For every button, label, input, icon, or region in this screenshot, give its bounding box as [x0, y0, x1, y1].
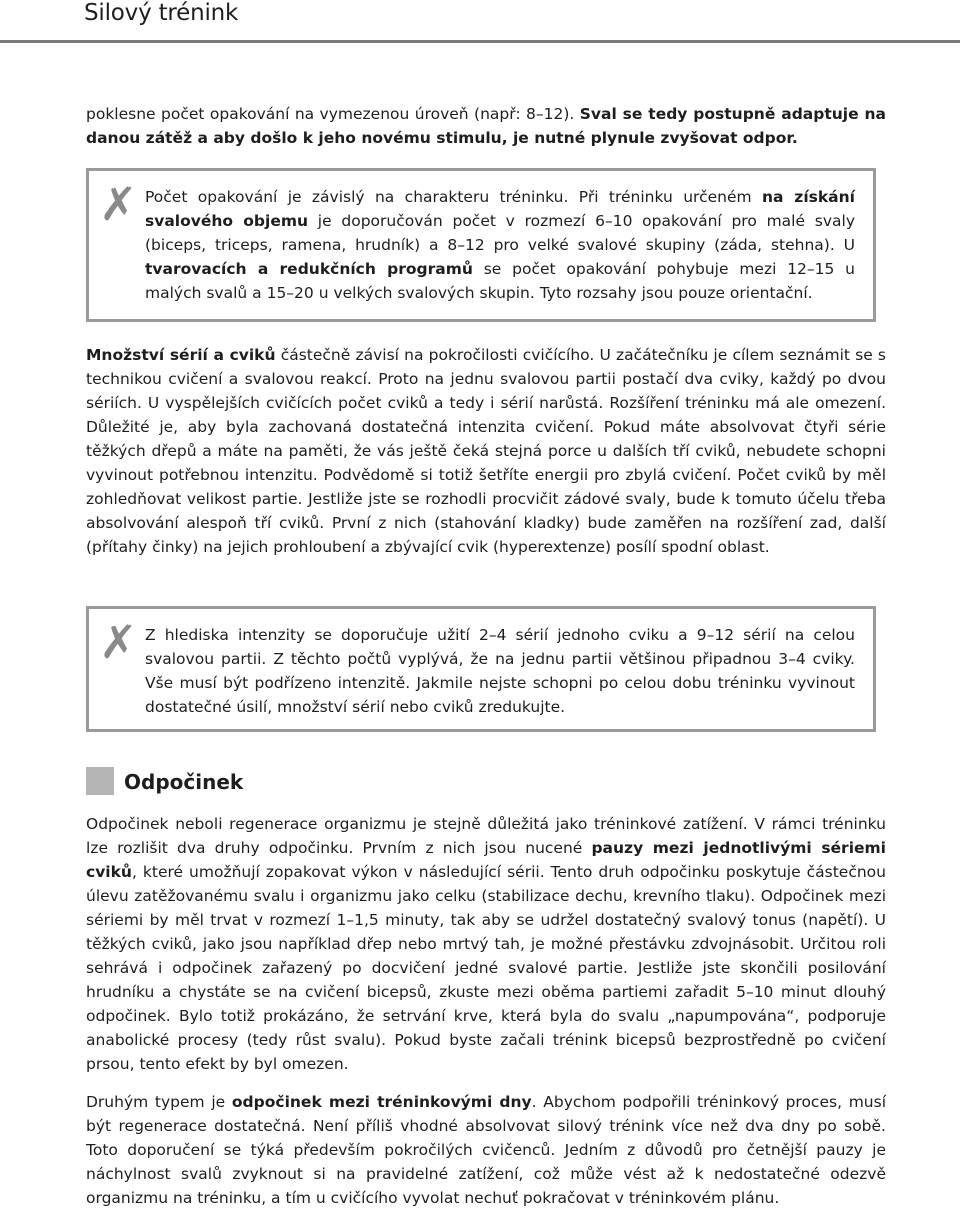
- rest1-text-b: , které umožňují zopakovat výkon v následující sérii. Tento druh odpočinku poskytuje částečnou úlevu zatěžovanému svalu i organizmu jako celku (stabilizace dechu, krevního tlaku). Odpočinek mezi sériemi by měl trvat v rozmezí 1–1,5 minuty, tak aby se udržel dostatečný svalový tonus (napětí). U těžkých cviků, jako jsou například dřep nebo mrtvý tah, je možné přestávku zdvojnásobit. Určitou roli sehrává i odpočinek zařazený po docvičení jedné svalové partie. Jestliže jste skončili posilování hrudníku a chystáte se na cvičení bicepsů, zkuste mezi oběma partiemi zařadit 5–10 minut dlouhý odpočinek. Bylo totiž prokázáno, že setrvání krve, která byla do svalu „napumpována“, podporuje anabolické procesy (tedy růst svalu). Pokud byste začali trénink bicepsů bezprostředně po cvičení prsou, tento efekt by byl omezen.: [86, 863, 886, 1073]
- rest-paragraph-2: [86, 1090, 886, 1210]
- rest2-text-b: . Abychom podpořili tréninkový proces, musí být regenerace dostatečná. Není příliš vhodné absolvovat silový trénink více než dva dny po sobě. Toto doporučení se týká především pokročilých cvičenců. Jedním z důvodů pro četnější pauzy je náchylnost svalů zvyknout si na pravidelné zatížení, což může vést až k nedostatečné odezvě organizmu na tréninku, a tím u cvičícího vyvolat nechuť pokračovat v tréninkovém plánu.: [86, 1093, 886, 1207]
- box1-text-b: je doporučován počet v rozmezí 6–10 opakování pro malé svaly (biceps, triceps, ramena, hrudník) a 8–12 pro velké svalové skupiny (záda, stehna). U: [145, 212, 855, 254]
- tip-box-intensity: [86, 606, 876, 732]
- rest2-bold: odpočinek mezi tréninkovými dny: [231, 1093, 532, 1111]
- sets-text: částečně závisí na pokročilosti cvičícího. U začátečníku je cílem seznámit se s technikou cvičení a svalovou reakcí. Proto na jednu svalovou partii postačí dva cviky, každý po dvou sériích. U vyspělejších cvičících počet cviků a tedy i sérií narůstá. Rozšíření tréninku má ale omezení. Důležité je, aby byla zachovaná dostatečná intenzita cvičení. Pokud máte absolvovat čtyři série těžkých dřepů a máte na paměti, že vás ještě čeká stejná porce u dalších tří cviků, nebudete schopni vyvinout potřebnou intenzitu. Podvědomě si totiž šetříte energii pro zbylá cvičení. Počet cviků by měl zohledňovat velikost partie. Jestliže jste se rozhodli procvičit zádové svaly, bude k tomuto účelu třeba absolvování alespoň tří cviků. První z nich (stahování kladky) bude zaměřen na rozšíření zad, další (přítahy činky) na jejich prohloubení a zbývající cvik (hyperextenze) posílí spodní oblast.: [86, 346, 886, 556]
- box1-bold-b: tvarovacích a redukčních programů: [145, 260, 473, 278]
- x-mark-icon: ✗: [99, 177, 138, 231]
- box1-text-c: se počet opakování pohybuje mezi 12–15 u malých svalů a 15–20 u velkých svalových skupin. Tyto rozsahy jsou pouze orientační.: [145, 260, 856, 302]
- page-title: Silový trénink: [84, 0, 239, 26]
- tip-box-text: [145, 185, 855, 305]
- intro-text: poklesne počet opakování na vymezenou úroveň (např: 8–12).: [86, 105, 580, 123]
- box1-bold-a: na získání svalového objemu: [145, 188, 855, 230]
- rest1-text-a: Odpočinek neboli regenerace organizmu je stejně důležitá jako tréninkové zatížení. V rámci tréninku lze rozlišit dva druhy odpočinku. Prvním z nich jsou nucené: [86, 815, 886, 857]
- sets-paragraph: [86, 343, 886, 559]
- sets-bold: Množství sérií a cviků: [86, 346, 276, 364]
- rest-paragraph-1: [86, 812, 886, 1076]
- rest2-text-a: Druhým typem je: [86, 1093, 232, 1111]
- section-marker: [86, 767, 114, 795]
- box1-text-a: Počet opakování je závislý na charakteru tréninku. Při tréninku určeném: [145, 188, 762, 206]
- tip-box-repetitions: [86, 168, 876, 322]
- intro-paragraph: [86, 102, 886, 150]
- rest1-bold: pauzy mezi jednotlivými sériemi cviků: [86, 839, 886, 881]
- intro-bold: Sval se tedy postupně adaptuje na danou zátěž a aby došlo k jeho novému stimulu, je nutné plynule zvyšovat odpor.: [86, 105, 887, 147]
- page-header: [0, 0, 960, 43]
- section-heading: Odpočinek: [124, 770, 244, 794]
- tip-box-text: Z hlediska intenzity se doporučuje užití 2–4 sérií jednoho cviku a 9–12 sérií na celou svalovou partii. Z těchto počtů vyplývá, že na jednu partii většinou připadnou 3–4 cviky. Vše musí být podřízeno intenzitě. Jakmile nejste schopni po celou dobu tréninku vyvinout dostatečné úsilí, množství sérií nebo cviků zredukujte.: [145, 626, 855, 716]
- x-mark-icon: ✗: [99, 615, 138, 669]
